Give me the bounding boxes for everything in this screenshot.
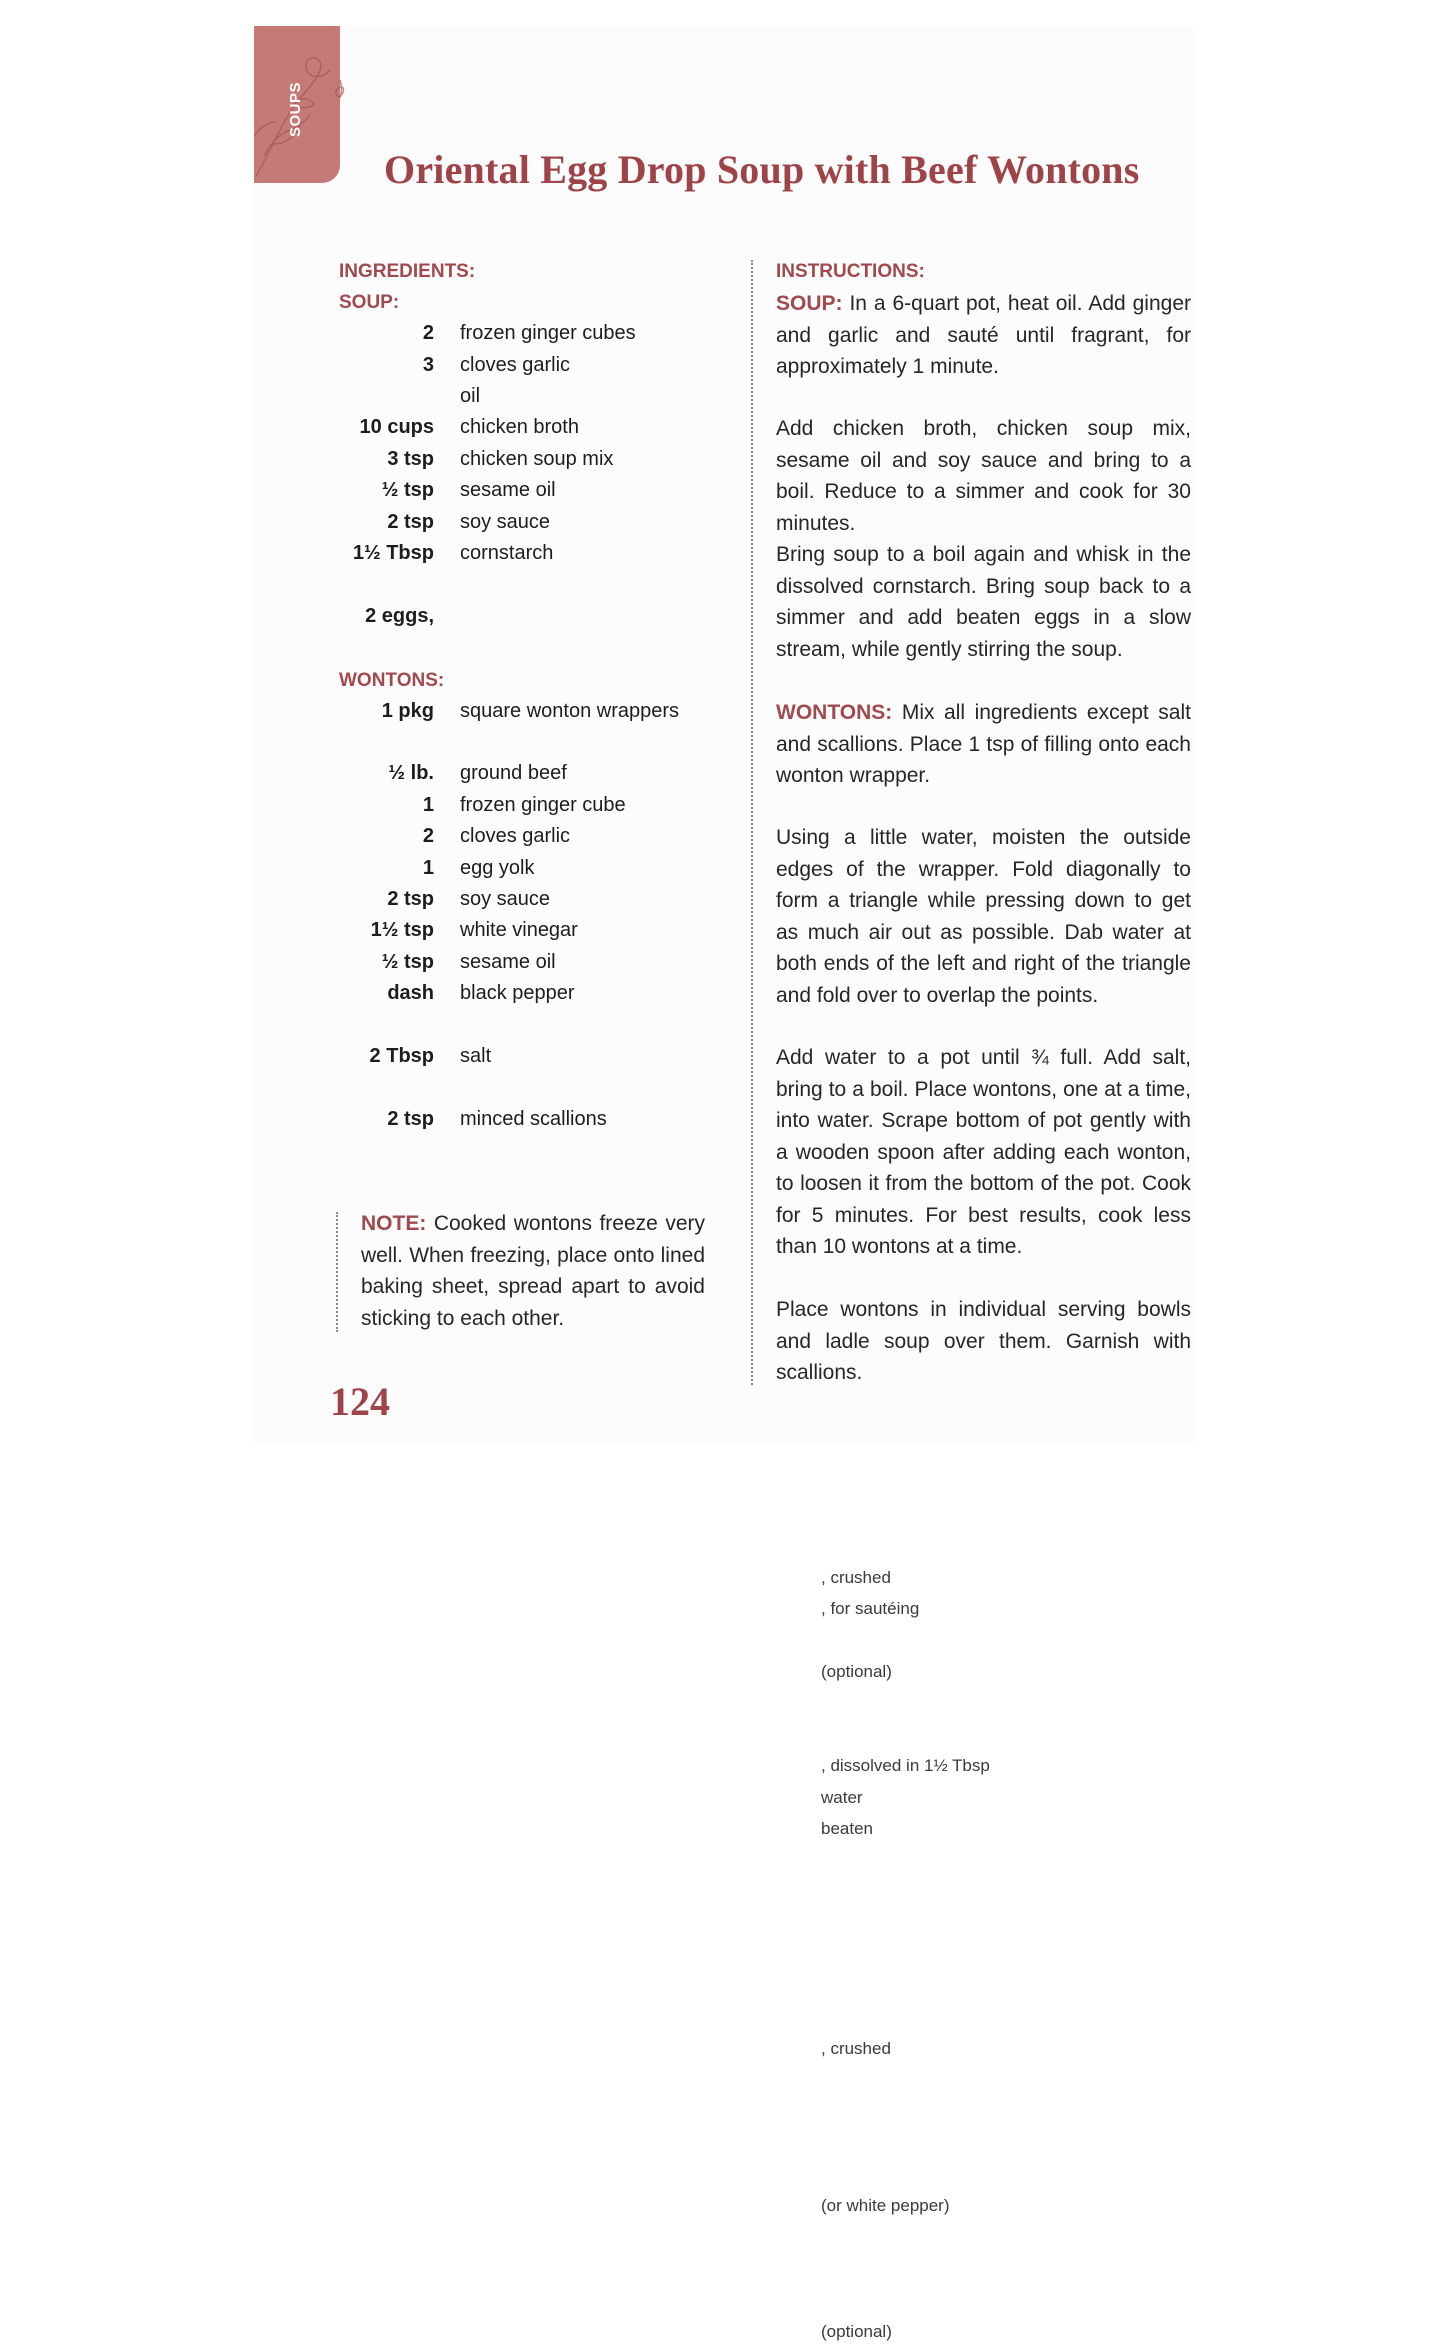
ingredient-row (300, 700, 740, 731)
ingredient-item: square wonton wrappers (460, 700, 680, 722)
ingredient-name (460, 511, 550, 534)
ingredient-item: frozen ginger cubes (460, 322, 636, 344)
ingredient-item: white vinegar (460, 919, 578, 941)
wontons-ingredients-heading: WONTONS: (339, 670, 445, 691)
instruction-paragraph (776, 697, 1191, 792)
ingredient-item: black pepper (460, 982, 575, 1004)
ingredient-item: soy sauce (460, 888, 551, 910)
ingredient-item: chicken soup mix (460, 448, 614, 470)
note-box (361, 1208, 705, 1334)
ingredient-item: oil (460, 385, 481, 407)
ingredient-row (300, 416, 740, 447)
ingredient-row (300, 919, 740, 950)
ingredient-item: egg yolk (460, 857, 535, 879)
ingredient-name (460, 479, 556, 502)
ingredient-quantity: ½ tsp (381, 951, 434, 973)
instruction-paragraph (776, 1294, 1191, 1389)
page-number: 124 (330, 1379, 390, 1424)
instruction-text: Mix all ingredients except salt and scallions. Place 1 tsp of filling onto each wonton wrapper. (776, 701, 1191, 787)
instructions-heading: INSTRUCTIONS: (776, 261, 925, 282)
ingredient-name (460, 1045, 491, 1068)
note-text: Cooked wontons freeze very well. When freezing, place onto lined baking sheet, spread apart to avoid sticking to each other. (361, 1212, 705, 1330)
ingredient-quantity: 1½ tsp (370, 919, 434, 941)
ingredient-row (300, 794, 740, 825)
ingredient-note: , crushed (821, 1568, 891, 1587)
ingredient-quantity: 1 pkg (381, 700, 434, 722)
ingredient-note: , crushed (821, 2039, 891, 2058)
instruction-paragraph (776, 822, 1191, 1011)
ingredient-row (300, 857, 740, 888)
ingredient-name (460, 888, 550, 911)
section-tab-label: SOUPS (287, 81, 304, 137)
ingredient-name (460, 794, 626, 817)
soup-ingredients-heading: SOUP: (339, 292, 400, 313)
ingredient-row (300, 511, 740, 542)
ingredient-name (460, 857, 535, 880)
column-divider (751, 260, 753, 1385)
ingredient-item: cloves garlic (460, 354, 571, 376)
ingredient-name (460, 919, 578, 942)
ingredient-quantity: ½ tsp (381, 479, 434, 501)
ingredient-row (300, 1045, 740, 1076)
recipe-title: Oriental Egg Drop Soup with Beef Wontons (384, 147, 1140, 192)
ingredient-note: (optional) (821, 1662, 892, 1681)
ingredient-quantity: 2 tsp (387, 888, 434, 910)
ingredient-item: cornstarch (460, 542, 554, 564)
instruction-text: Add chicken broth, chicken soup mix, sesame oil and soy sauce and bring to a boil. Reduce to a simmer and cook for 30 minutes. (776, 417, 1191, 535)
instruction-text: In a 6-quart pot, heat oil. Add ginger and garlic and sauté until fragrant, for approximately 1 minute. (776, 292, 1191, 378)
ingredient-quantity: 2 (422, 322, 434, 344)
instruction-label: WONTONS: (776, 701, 893, 724)
ingredient-row (300, 322, 740, 353)
ingredient-item: salt (460, 1045, 492, 1067)
ingredient-quantity: 1 (422, 857, 434, 879)
ingredient-note: (optional) (821, 2322, 892, 2341)
ingredient-item: ground beef (460, 762, 567, 784)
ingredient-quantity: 1 (422, 794, 434, 816)
ingredient-quantity: 2 Tbsp (369, 1045, 434, 1067)
ingredient-name (460, 322, 636, 345)
ingredient-item: soy sauce (460, 511, 551, 533)
ingredient-quantity: 3 tsp (387, 448, 434, 470)
ingredient-note: , dissolved in 1½ Tbsp (821, 1756, 990, 1775)
ingredient-row (300, 951, 740, 982)
ingredient-quantity: dash (387, 982, 434, 1004)
ingredients-heading: INGREDIENTS: (339, 261, 476, 282)
instruction-text: Using a little water, moisten the outside edges of the wrapper. Fold diagonally to form a triangle while pressing down to get as much air out as possible. Dab water at both ends of the left and right of the triangle and fold over to overlap the points. (776, 826, 1191, 1007)
ingredient-quantity: 2 tsp (387, 1108, 434, 1130)
ingredient-quantity: 1½ Tbsp (352, 542, 434, 564)
ingredient-row (300, 762, 740, 793)
ingredient-name (460, 416, 579, 439)
ingredient-name (460, 700, 679, 723)
ingredient-item: chicken broth (460, 416, 579, 438)
ingredient-quantity: 2 (422, 825, 434, 847)
instruction-text: Place wontons in individual serving bowls and ladle soup over them. Garnish with scallions. (776, 1298, 1191, 1384)
ingredient-quantity: 2 eggs, (365, 605, 434, 627)
ingredient-name (460, 951, 556, 974)
note-label: NOTE: (361, 1212, 427, 1235)
instruction-paragraph (776, 413, 1191, 539)
ingredient-note: water (821, 1788, 863, 1807)
ingredient-item: cloves garlic (460, 825, 571, 847)
ingredient-note: (or white pepper) (821, 2196, 950, 2215)
ingredient-item: sesame oil (460, 951, 556, 973)
ingredient-name (460, 762, 567, 785)
instruction-text: Bring soup to a boil again and whisk in the dissolved cornstarch. Bring soup back to a simmer and add beaten eggs in a slow stream, while gently stirring the soup. (776, 543, 1191, 661)
note-dotted-rule (336, 1212, 338, 1332)
instruction-label: SOUP: (776, 292, 843, 315)
ingredient-item: sesame oil (460, 479, 556, 501)
ingredient-item: minced scallions (460, 1108, 607, 1130)
ingredient-note: beaten (821, 1819, 873, 1838)
ingredient-note: , for sautéing (821, 1599, 920, 1618)
ingredient-row (300, 888, 740, 919)
instruction-paragraph (776, 539, 1191, 665)
ingredient-item: frozen ginger cube (460, 794, 626, 816)
instruction-text: Add water to a pot until ¾ full. Add salt, bring to a boil. Place wontons, one at a time, into water. Scrape bottom of pot gently with a wooden spoon after adding each wonton, to loosen it from the bottom of the pot. Cook for 5 minutes. For best results, cook less than 10 wontons at a time. (776, 1046, 1191, 1258)
ingredient-row (300, 479, 740, 510)
ingredient-quantity: ½ lb. (388, 762, 434, 784)
ingredient-quantity: 2 tsp (387, 511, 434, 533)
ingredient-quantity: 3 (422, 354, 434, 376)
instruction-paragraph (776, 288, 1191, 383)
ingredient-quantity: 10 cups (359, 416, 434, 438)
instruction-paragraph (776, 1042, 1191, 1263)
